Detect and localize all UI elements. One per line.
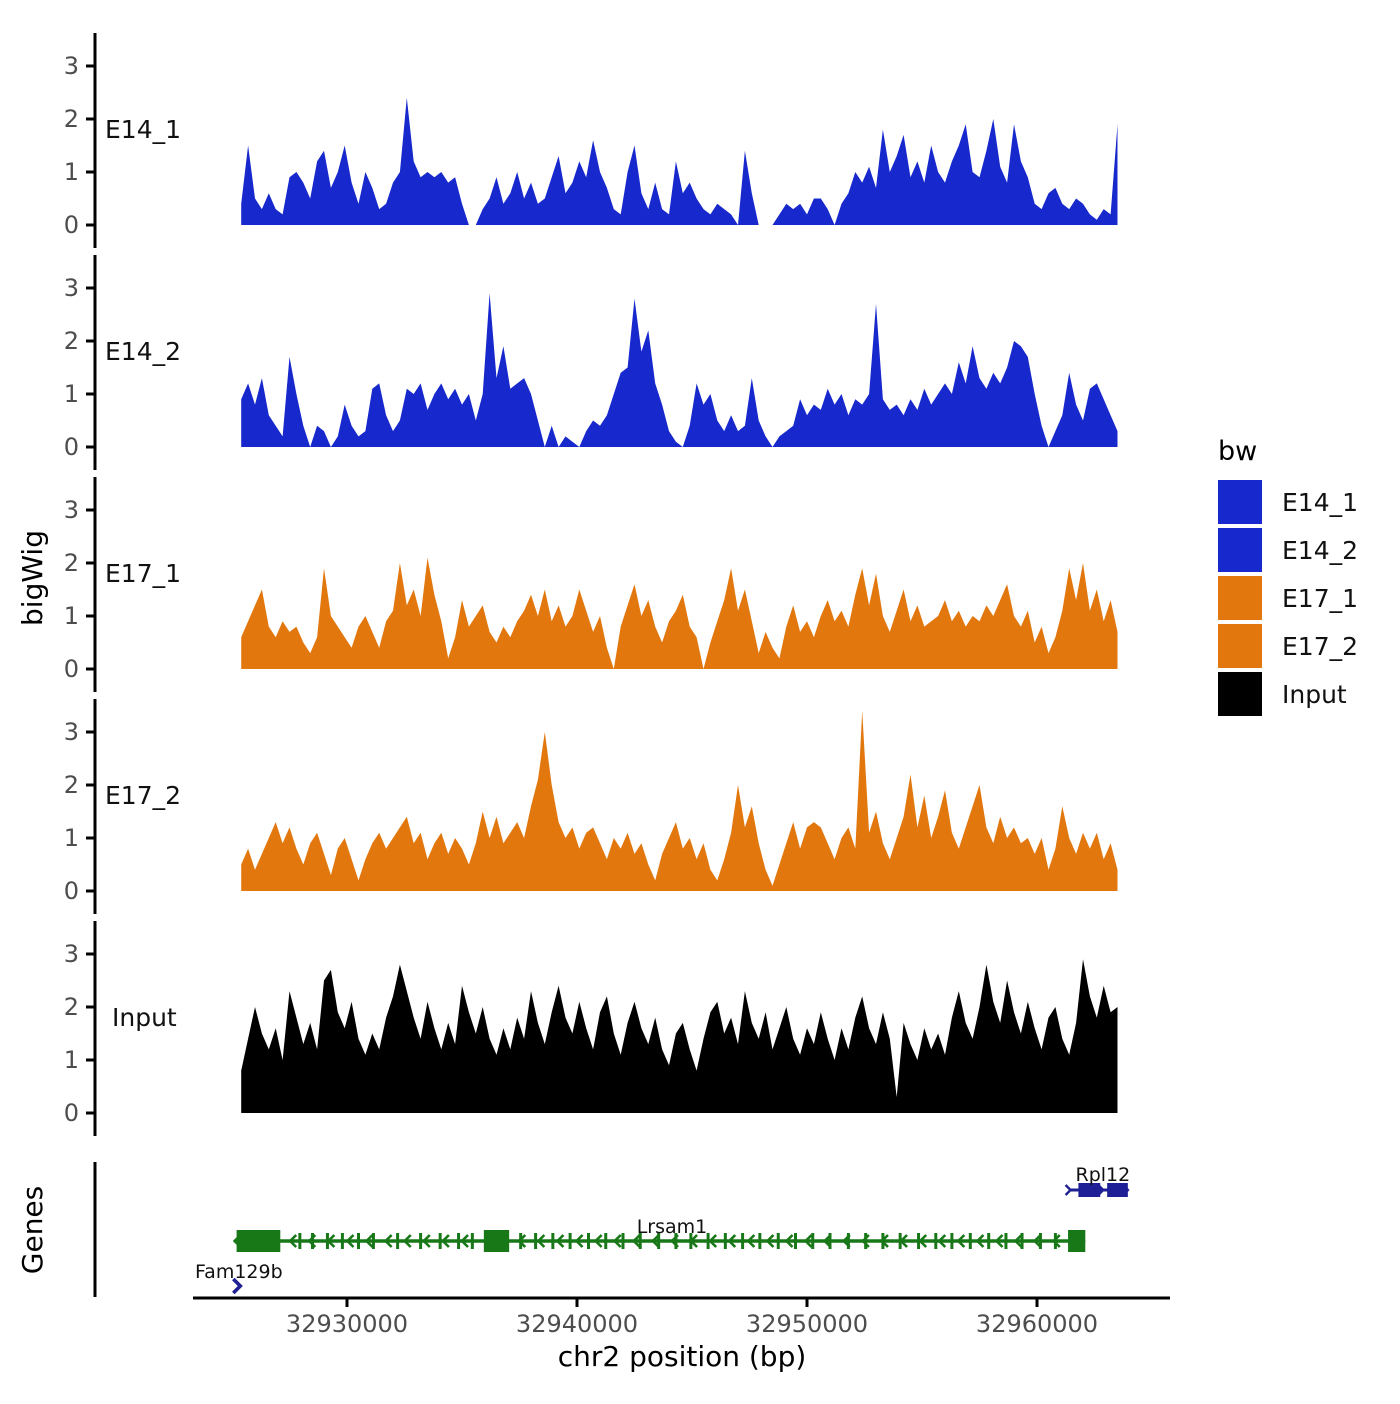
track-E14_1: [64, 33, 1118, 248]
track-E17_2: [64, 699, 1118, 914]
tracks-ylabel: bigWig: [16, 530, 49, 626]
y-tick-label: 1: [63, 1046, 79, 1074]
track-label-E17_2: E17_2: [105, 781, 182, 810]
y-tick-label: 3: [63, 940, 79, 968]
strand-arrow-icon: [1066, 1185, 1071, 1195]
genes-panel: [95, 1162, 1130, 1297]
y-tick-label: 0: [63, 433, 79, 461]
x-axis-title: chr2 position (bp): [557, 1340, 807, 1373]
x-axis: [193, 1298, 1170, 1373]
gene-exon-box: [1068, 1230, 1085, 1252]
x-tick-label: 32940000: [515, 1310, 639, 1338]
x-tick-label: 32960000: [975, 1310, 1099, 1338]
legend-swatch-Input: [1218, 672, 1262, 716]
gene-label-Rpl12: Rpl12: [1075, 1164, 1131, 1186]
x-tick-label: 32950000: [745, 1310, 869, 1338]
track-Input: [64, 921, 1118, 1136]
area-E14_1: [241, 98, 1117, 225]
y-tick-label: 0: [63, 1099, 79, 1127]
track-E14_2: [64, 255, 1118, 470]
legend-label-E14_1: E14_1: [1282, 488, 1359, 517]
gene-label-Lrsam1: Lrsam1: [636, 1216, 708, 1238]
y-tick-label: 3: [63, 718, 79, 746]
legend-label-Input: Input: [1282, 680, 1347, 709]
y-tick-label: 3: [63, 496, 79, 524]
legend-swatch-E17_1: [1218, 576, 1262, 620]
gene-exon-box: [484, 1230, 509, 1252]
legend-swatch-E14_1: [1218, 480, 1262, 524]
y-tick-label: 2: [63, 549, 79, 577]
x-tick-label: 32930000: [285, 1310, 409, 1338]
track-label-Input: Input: [112, 1003, 177, 1032]
track-label-E14_2: E14_2: [105, 337, 182, 366]
legend-label-E14_2: E14_2: [1282, 536, 1359, 565]
gene-Fam129b: [195, 1261, 283, 1293]
track-E17_1: [64, 477, 1118, 692]
y-tick-label: 3: [63, 274, 79, 302]
track-label-E17_1: E17_1: [105, 559, 182, 588]
legend-label-E17_2: E17_2: [1282, 632, 1359, 661]
gene-label-Fam129b: Fam129b: [195, 1261, 283, 1283]
y-tick-label: 1: [63, 602, 79, 630]
area-E14_2: [241, 293, 1117, 447]
gene-Rpl12: [1066, 1164, 1131, 1197]
gene-exon-box: [237, 1230, 281, 1252]
y-tick-label: 2: [63, 993, 79, 1021]
y-tick-label: 1: [63, 158, 79, 186]
area-E17_1: [241, 558, 1117, 669]
legend: [1218, 436, 1358, 716]
track-label-E14_1: E14_1: [105, 115, 182, 144]
legend-swatch-E14_2: [1218, 528, 1262, 572]
area-E17_2: [241, 711, 1117, 891]
y-tick-label: 3: [63, 52, 79, 80]
legend-swatch-E17_2: [1218, 624, 1262, 668]
y-tick-label: 1: [63, 824, 79, 852]
legend-label-E17_1: E17_1: [1282, 584, 1359, 613]
y-tick-label: 0: [63, 211, 79, 239]
y-tick-label: 0: [63, 655, 79, 683]
y-tick-label: 1: [63, 380, 79, 408]
area-Input: [241, 959, 1117, 1113]
y-tick-label: 2: [63, 105, 79, 133]
y-tick-label: 2: [63, 327, 79, 355]
gene-Lrsam1: [235, 1216, 1086, 1252]
legend-title: bw: [1218, 436, 1258, 467]
y-tick-label: 2: [63, 771, 79, 799]
y-tick-label: 0: [63, 877, 79, 905]
genes-ylabel: Genes: [16, 1185, 49, 1275]
